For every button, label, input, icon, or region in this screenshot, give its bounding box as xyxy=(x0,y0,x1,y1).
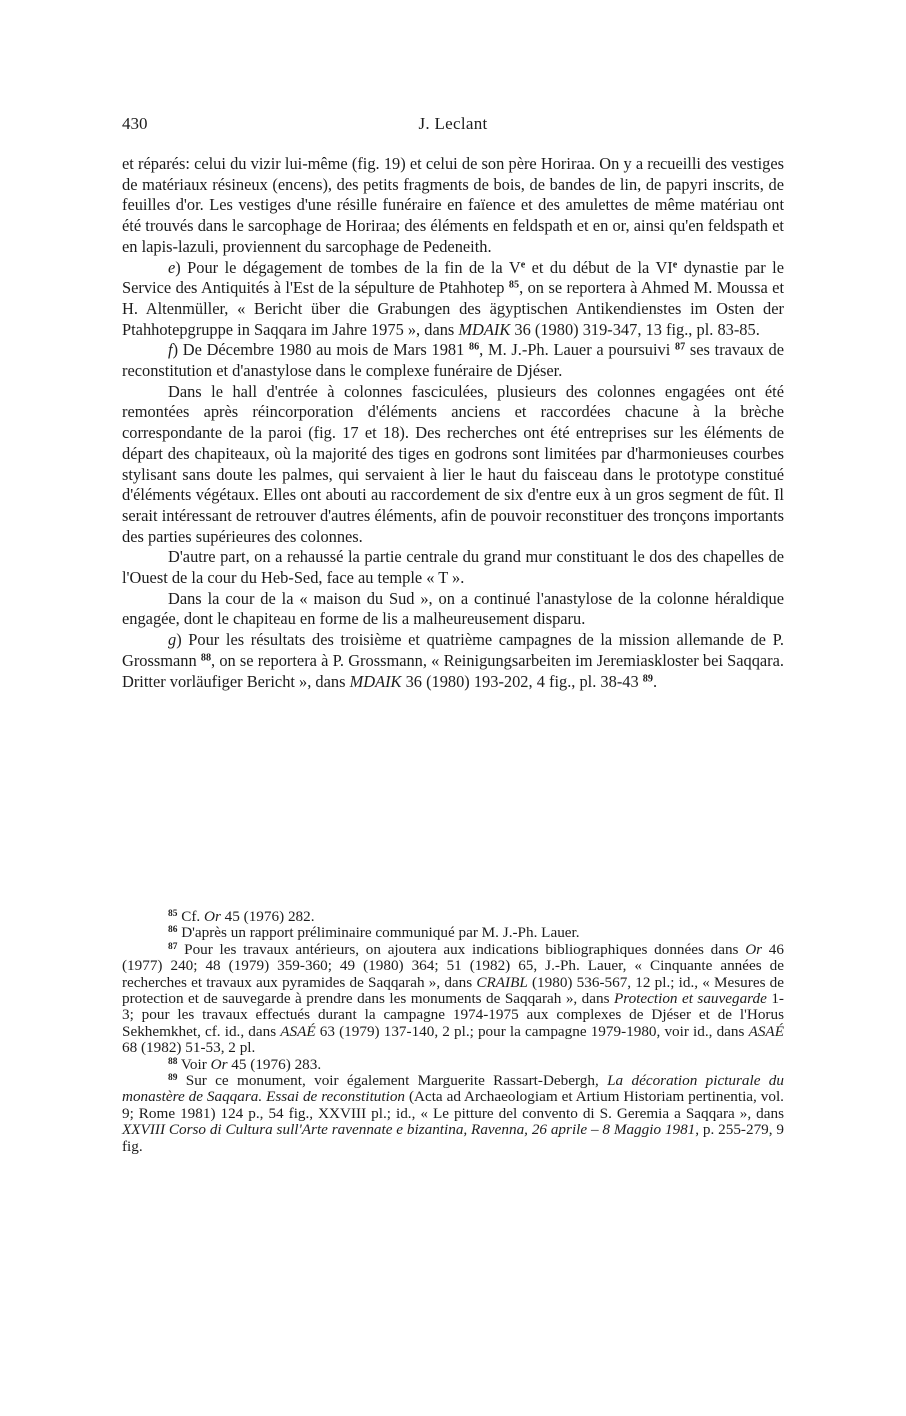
superscript: 89 xyxy=(168,1072,178,1083)
text-run: 36 (1980) 319-347, 13 fig., pl. 83-85. xyxy=(510,319,760,339)
text-run: 45 (1976) 282. xyxy=(220,908,315,925)
italic-text: f xyxy=(168,340,173,360)
italic-text: ASAÉ xyxy=(280,1022,316,1040)
running-head: J. Leclant xyxy=(418,114,488,133)
text-run: Dans le hall d'entrée à colonnes fasciculées, plusieurs des colonnes engagées ont été remontées après réincorporation d'éléments anciens et raccordées chacune à la brèche correspondante de la paroi (fig. 17 et 18). Des recherches ont été entreprises sur les éléments de départ des chapiteaux, où la majorité des tiges en godrons sont limitées par d'harmonieuses courbes stylisant sans doute les palmes, qui servaient à lier le haut du faisceau dans le prototype constitué d'éléments végétaux. Elles ont abouti au raccordement de six d'entre eux à un gros segment de fût. Il serait intéressant de retrouver d'autres éléments, afin de pouvoir reconstituer des tronçons importants des parties supérieures des colonnes. xyxy=(122,381,784,546)
superscript: 85 xyxy=(168,908,178,919)
text-run: 46 (1977) 240; 48 (1979) 359-360; 49 (1980) 364; 51 (1982) 65, J.-Ph. Lauer, « Cinquante années de recherches et travaux aux pyramides de Saqqarah », dans xyxy=(122,940,784,991)
text-run: , on se reportera à Ahmed M. Moussa et H. Altenmüller, « Bericht über die Grabungen des ägyptischen Antikendienstes im Osten der Ptahhotepgruppe in Saqqara im Jahre 1975 », dans xyxy=(122,278,784,339)
text-run: 63 (1979) 137-140, 2 pl.; pour la campagne 1979-1980, voir id., dans xyxy=(315,1022,749,1040)
paragraph xyxy=(122,589,784,630)
text-run: (1980) 536-567, 12 pl.; id., « Mesures de protection et de sauvegarde à prendre dans les monuments de Saqqarah », dans xyxy=(122,973,785,1008)
text-run: 1-3; pour les travaux effectués durant la campagne 1974-1975 aux complexes de Djéser et de l'Horus Sekhemkhet, cf. id., dans xyxy=(122,990,784,1040)
text-run: , M. J.-Ph. Lauer a poursuivi xyxy=(479,340,676,360)
superscript: 87 xyxy=(168,941,178,952)
superscript: 88 xyxy=(168,1056,178,1067)
text-run: . xyxy=(652,671,658,691)
text-run: et du début de la VI xyxy=(525,257,673,277)
italic-text: ASAÉ xyxy=(748,1022,784,1040)
text-run: ) De Décembre 1980 au mois de Mars 1981 xyxy=(172,340,470,360)
footnote-89 xyxy=(122,1073,784,1155)
italic-text: MDAIK xyxy=(458,319,511,339)
text-run: et réparés: celui du vizir lui-même (fig. 19) et celui de son père Horiraa. On y a recueilli des vestiges de matériaux résineux (encens), des petits fragments de bois, de bandes de lin, de papyri inscrits, de feuilles d'or. Les vestiges d'une résille funéraire en faïence et des amulettes de même matériau ont été trouvés dans le sarcophage de Horiraa; des éléments en feldspath et en or, ainsi qu'en feldspath et en lapis-lazuli, proviennent du sarcophage de Pedeneith. xyxy=(122,154,784,256)
page-number: 430 xyxy=(122,114,148,133)
superscript: 86 xyxy=(469,341,480,353)
paragraph-f xyxy=(122,340,784,381)
italic-text: CRAIBL xyxy=(476,973,528,991)
italic-text: MDAIK xyxy=(349,671,402,691)
superscript: e xyxy=(672,258,678,270)
italic-text: Or xyxy=(203,908,221,925)
text-run: D'après un rapport préliminaire communiqué par M. J.-Ph. Lauer. xyxy=(177,924,580,942)
superscript: 87 xyxy=(675,341,686,353)
paragraph xyxy=(122,547,784,588)
paragraph-e xyxy=(122,258,784,341)
footnote-85 xyxy=(122,909,784,925)
text-run: ses travaux de reconstitution et d'anastylose dans le complexe funéraire de Djéser. xyxy=(122,340,784,381)
paragraph xyxy=(122,382,784,548)
text-run: (Acta ad Archaeologiam et Artium Historiam pertinentia, vol. 9; Rome 1981) 124 p., 54 fig., XXVIII pl.; id., « Le pitture del convento di S. Geremia a Saqqara », dans xyxy=(122,1088,784,1122)
superscript: 86 xyxy=(168,925,178,936)
text-run: Cf. xyxy=(177,908,204,925)
superscript: 88 xyxy=(200,652,212,664)
paragraph-g xyxy=(122,630,784,692)
text-run: 45 (1976) 283. xyxy=(227,1055,322,1073)
text-run: , on se reportera à P. Grossmann, « Reinigungsarbeiten im Jeremiaskloster bei Saqqara. Dritter vorläufiger Bericht », dans xyxy=(122,650,785,691)
italic-text: e xyxy=(168,257,176,277)
paragraph xyxy=(122,154,784,258)
text-run: ) Pour les résultats des troisième et quatrième campagnes de la mission allemande de P. Grossmann xyxy=(122,630,784,670)
body-text xyxy=(122,154,784,692)
text-run: 36 (1980) 193-202, 4 fig., pl. 38-43 xyxy=(401,671,643,691)
italic-text: Protection et sauvegarde xyxy=(613,990,767,1008)
superscript: e xyxy=(520,258,526,270)
page-header xyxy=(122,114,784,138)
footnote-86 xyxy=(122,925,784,941)
superscript: 89 xyxy=(642,673,653,684)
italic-text: Or xyxy=(210,1055,228,1073)
text-run: Sur ce monument, voir également Marguerite Rassart-Debergh, xyxy=(177,1072,608,1090)
italic-text: La décoration picturale du monastère de Saqqara. Essai de reconstitution xyxy=(122,1072,784,1106)
footnote-88 xyxy=(122,1057,784,1073)
text-run: Dans la cour de la « maison du Sud », on a continué l'anastylose de la colonne héraldique engagée, dont le chapiteau en forme de lis a malheureusement disparu. xyxy=(122,588,784,629)
italic-text: XXVIII Corso di Cultura sull'Arte ravennate e bizantina, Ravenna, 26 aprile – 8 Maggio 1981 xyxy=(122,1121,696,1139)
footnotes xyxy=(122,909,784,1155)
text-run: ) Pour le dégagement de tombes de la fin de la V xyxy=(175,257,521,277)
text-run: Pour les travaux antérieurs, on ajoutera aux indications bibliographiques données dans xyxy=(177,940,746,958)
text-run: D'autre part, on a rehaussé la partie centrale du grand mur constituant le dos des chapelles de l'Ouest de la cour du Heb-Sed, face au temple « T ». xyxy=(122,547,784,588)
text-run: dynastie par le Service des Antiquités à l'Est de la sépulture de Ptahhotep xyxy=(122,257,784,298)
italic-text: g xyxy=(168,630,177,650)
superscript: 85 xyxy=(508,279,520,291)
italic-text: Or xyxy=(745,940,763,958)
footnote-87 xyxy=(122,942,784,1057)
text-run: , p. 255-279, 9 fig. xyxy=(122,1121,784,1155)
text-run: Voir xyxy=(177,1055,211,1073)
text-run: 68 (1982) 51-53, 2 pl. xyxy=(122,1039,256,1057)
